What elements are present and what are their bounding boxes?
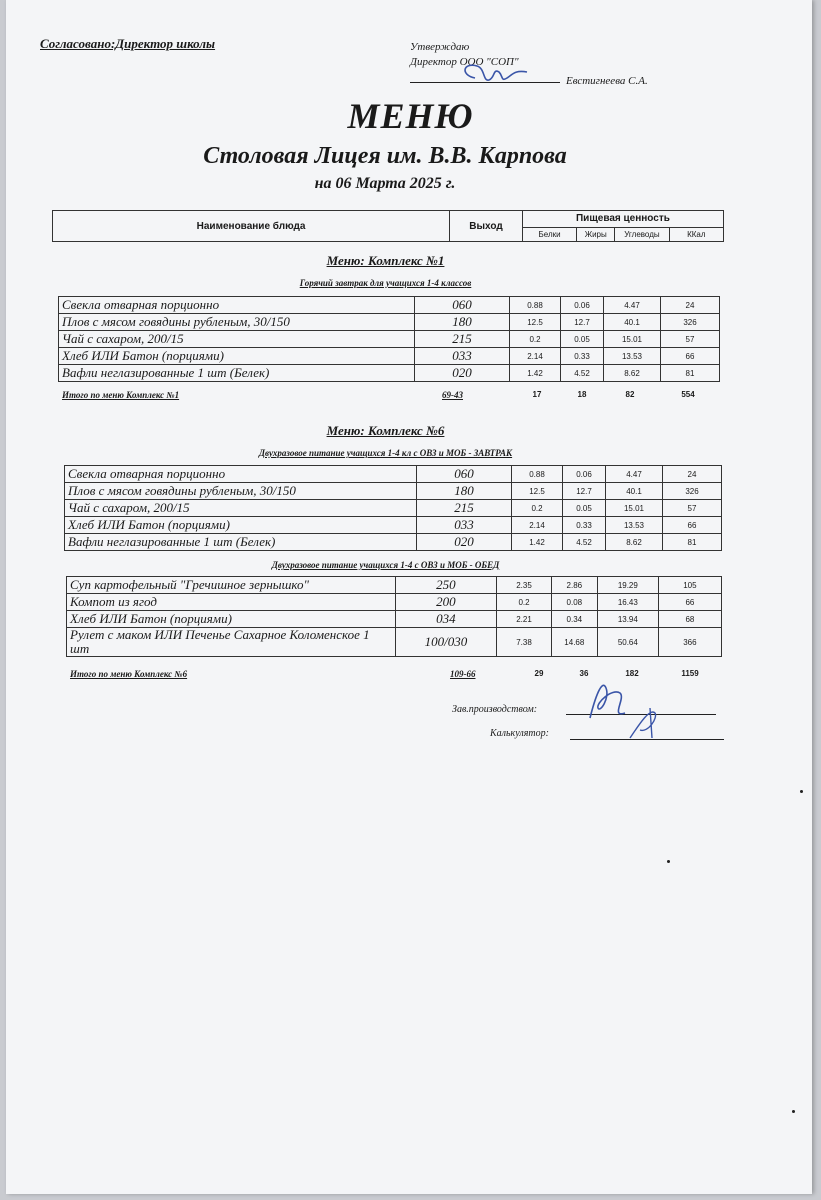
dish-name: Вафли неглазированные 1 шт (Белек) xyxy=(65,534,417,551)
dish-protein: 0.2 xyxy=(510,331,561,348)
dish-name: Вафли неглазированные 1 шт (Белек) xyxy=(59,365,415,382)
table-row xyxy=(67,594,722,611)
director-name: Евстигнеева С.А. xyxy=(566,75,648,87)
dish-fat: 0.06 xyxy=(563,466,606,483)
dish-carbs: 50.64 xyxy=(597,628,658,657)
dish-output: 215 xyxy=(415,331,510,348)
dish-fat: 4.52 xyxy=(561,365,604,382)
dish-name: Чай с сахаром, 200/15 xyxy=(65,500,417,517)
dish-carbs: 13.53 xyxy=(604,348,661,365)
speck xyxy=(792,1110,795,1113)
dish-carbs: 40.1 xyxy=(606,483,663,500)
complex6-breakfast-table xyxy=(64,465,722,551)
dish-protein: 0.88 xyxy=(512,466,563,483)
dish-name: Свекла отварная порционно xyxy=(65,466,417,483)
page-subtitle: Столовая Лицея им. В.В. Карпова xyxy=(203,143,567,169)
approved-right-line1: Утверждаю xyxy=(410,41,470,53)
dish-kcal: 57 xyxy=(663,500,722,517)
dish-name: Хлеб ИЛИ Батон (порциями) xyxy=(67,611,396,628)
dish-name: Плов с мясом говядины рубленым, 30/150 xyxy=(65,483,417,500)
dish-carbs: 8.62 xyxy=(606,534,663,551)
dish-kcal: 81 xyxy=(661,365,720,382)
page-title: МЕНЮ xyxy=(347,96,474,136)
header-table xyxy=(52,210,724,242)
dish-output: 060 xyxy=(417,466,512,483)
dish-output: 200 xyxy=(395,594,497,611)
dish-protein: 0.88 xyxy=(510,297,561,314)
col-kcal-header: ККал xyxy=(669,227,723,241)
total-carbs: 82 xyxy=(625,390,635,399)
table-row xyxy=(67,611,722,628)
approved-left: Согласовано:Директор школы xyxy=(40,36,216,51)
dish-protein: 0.2 xyxy=(497,594,552,611)
dish-kcal: 24 xyxy=(661,297,720,314)
dish-output: 180 xyxy=(415,314,510,331)
dish-name: Свекла отварная порционно xyxy=(59,297,415,314)
dish-protein: 2.35 xyxy=(497,577,552,594)
dish-output: 020 xyxy=(417,534,512,551)
table-row xyxy=(65,466,722,483)
dish-kcal: 66 xyxy=(663,517,722,534)
table-row xyxy=(65,500,722,517)
dish-output: 215 xyxy=(417,500,512,517)
complex6-title: Меню: Комплекс №6 xyxy=(326,423,445,438)
dish-protein: 1.42 xyxy=(510,365,561,382)
dish-carbs: 13.94 xyxy=(597,611,658,628)
dish-fat: 12.7 xyxy=(561,314,604,331)
dish-carbs: 15.01 xyxy=(606,500,663,517)
total-price: 69-43 xyxy=(442,390,463,400)
dish-protein: 2.14 xyxy=(512,517,563,534)
dish-carbs: 13.53 xyxy=(606,517,663,534)
dish-name: Суп картофельный "Гречишное зернышко" xyxy=(67,577,396,594)
table-row xyxy=(59,348,720,365)
dish-carbs: 15.01 xyxy=(604,331,661,348)
dish-protein: 12.5 xyxy=(512,483,563,500)
col-output-header: Выход xyxy=(450,211,523,242)
dish-fat: 12.7 xyxy=(563,483,606,500)
complex1-subtitle: Горячий завтрак для учащихся 1-4 классов xyxy=(299,278,472,288)
dish-name: Плов с мясом говядины рубленым, 30/150 xyxy=(59,314,415,331)
dish-kcal: 366 xyxy=(658,628,721,657)
total-kcal: 1159 xyxy=(681,669,699,678)
total-protein: 29 xyxy=(534,669,544,678)
col-nutrition-header: Пищевая ценность xyxy=(522,211,723,228)
dish-name: Компот из ягод xyxy=(67,594,396,611)
complex1-table xyxy=(58,296,720,382)
dish-carbs: 40.1 xyxy=(604,314,661,331)
dish-protein: 7.38 xyxy=(497,628,552,657)
dish-fat: 0.08 xyxy=(551,594,597,611)
dish-fat: 0.05 xyxy=(563,500,606,517)
dish-output: 020 xyxy=(415,365,510,382)
col-carbs-header: Углеводы xyxy=(615,227,669,241)
speck xyxy=(667,860,670,863)
dish-fat: 0.06 xyxy=(561,297,604,314)
dish-output: 250 xyxy=(395,577,497,594)
col-name-header: Наименование блюда xyxy=(53,211,450,242)
dish-protein: 1.42 xyxy=(512,534,563,551)
dish-output: 100/030 xyxy=(395,628,497,657)
dish-carbs: 16.43 xyxy=(597,594,658,611)
table-row xyxy=(67,577,722,594)
dish-carbs: 4.47 xyxy=(604,297,661,314)
total-label: Итого по меню Комплекс №6 xyxy=(70,669,188,679)
director-signature xyxy=(455,60,535,90)
dish-fat: 0.33 xyxy=(563,517,606,534)
production-signature xyxy=(570,668,680,748)
dish-kcal: 24 xyxy=(663,466,722,483)
total-label: Итого по меню Комплекс №1 xyxy=(62,390,180,400)
total-fat: 18 xyxy=(577,390,587,399)
dish-output: 033 xyxy=(417,517,512,534)
total-price: 109-66 xyxy=(450,669,476,679)
complex1-title: Меню: Комплекс №1 xyxy=(326,253,445,268)
dish-protein: 0.2 xyxy=(512,500,563,517)
total-kcal: 554 xyxy=(681,390,695,399)
production-label: Зав.производством: xyxy=(452,704,538,715)
dish-fat: 0.34 xyxy=(551,611,597,628)
speck xyxy=(800,790,803,793)
dish-kcal: 105 xyxy=(658,577,721,594)
total-carbs: 182 xyxy=(625,669,639,678)
table-row xyxy=(65,517,722,534)
table-row xyxy=(65,483,722,500)
dish-output: 060 xyxy=(415,297,510,314)
total-fat: 36 xyxy=(579,669,589,678)
dish-kcal: 81 xyxy=(663,534,722,551)
dish-name: Хлеб ИЛИ Батон (порциями) xyxy=(59,348,415,365)
dish-fat: 0.33 xyxy=(561,348,604,365)
table-row xyxy=(67,628,722,657)
dish-carbs: 4.47 xyxy=(606,466,663,483)
dish-protein: 2.14 xyxy=(510,348,561,365)
dish-name: Хлеб ИЛИ Батон (порциями) xyxy=(65,517,417,534)
total-protein: 17 xyxy=(532,390,542,399)
table-row xyxy=(59,365,720,382)
complex6-lunch-subtitle: Двухразовое питание учащихся 1-4 с ОВЗ и МОБ - ОБЕД xyxy=(271,560,500,570)
dish-kcal: 66 xyxy=(658,594,721,611)
dish-kcal: 57 xyxy=(661,331,720,348)
col-protein-header: Белки xyxy=(522,227,576,241)
dish-fat: 4.52 xyxy=(563,534,606,551)
dish-fat: 2.86 xyxy=(551,577,597,594)
dish-output: 180 xyxy=(417,483,512,500)
complex6-lunch-table xyxy=(66,576,722,657)
dish-protein: 2.21 xyxy=(497,611,552,628)
col-fat-header: Жиры xyxy=(577,227,615,241)
dish-kcal: 326 xyxy=(661,314,720,331)
dish-carbs: 19.29 xyxy=(597,577,658,594)
calculator-label: Калькулятор: xyxy=(490,728,549,739)
dish-protein: 12.5 xyxy=(510,314,561,331)
complex6-breakfast-subtitle: Двухразовое питание учащихся 1-4 кл с ОВЗ и МОБ - ЗАВТРАК xyxy=(258,448,513,458)
table-row xyxy=(59,331,720,348)
menu-date: на 06 Марта 2025 г. xyxy=(314,175,456,192)
table-row xyxy=(59,297,720,314)
table-row xyxy=(59,314,720,331)
dish-carbs: 8.62 xyxy=(604,365,661,382)
dish-kcal: 68 xyxy=(658,611,721,628)
dish-name: Рулет с маком ИЛИ Печенье Сахарное Коломенское 1 шт xyxy=(67,628,396,657)
complex1-total xyxy=(62,390,722,404)
dish-fat: 14.68 xyxy=(551,628,597,657)
approved-right-line2: Директор ООО "СОП" xyxy=(410,56,519,68)
dish-kcal: 326 xyxy=(663,483,722,500)
dish-name: Чай с сахаром, 200/15 xyxy=(59,331,415,348)
table-row xyxy=(65,534,722,551)
dish-fat: 0.05 xyxy=(561,331,604,348)
dish-output: 034 xyxy=(395,611,497,628)
dish-output: 033 xyxy=(415,348,510,365)
dish-kcal: 66 xyxy=(661,348,720,365)
